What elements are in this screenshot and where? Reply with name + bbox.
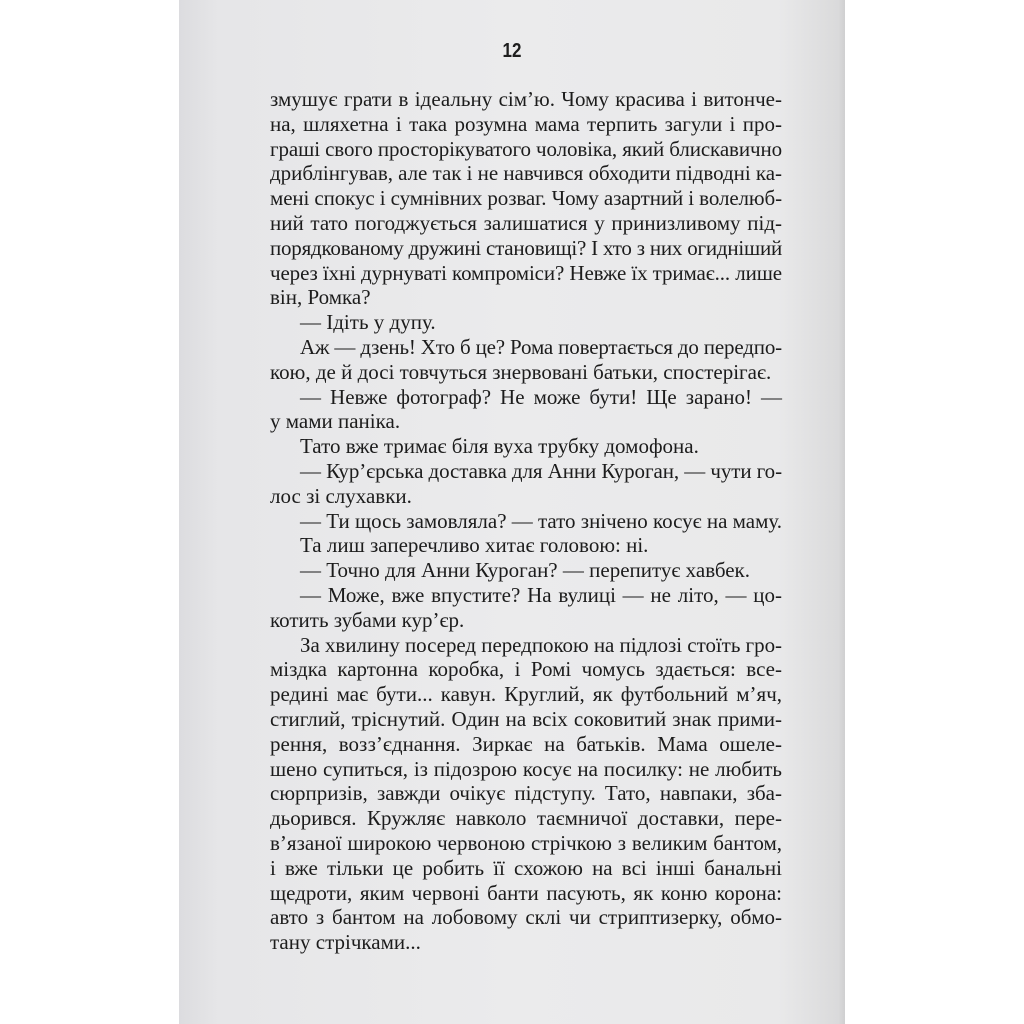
text-line: сюрпризів, завжди очікує підступу. Тато, навпаки, зба- bbox=[270, 781, 782, 806]
text-line: — Кур’єрська доставка для Анни Куроган, — чути го- bbox=[300, 458, 782, 483]
text-line: авто з бантом на лобовому склі чи стриптизерку, обмо- bbox=[270, 905, 782, 930]
text-line: редині має бути... кавун. Круглий, як футбольний м’яч, bbox=[270, 682, 782, 707]
text-line: мені спокус і сумнівних розваг. Чому азартний і волелюб- bbox=[270, 186, 782, 211]
text-line: лос зі слухавки. bbox=[270, 483, 412, 508]
text-line: дриблінгував, але так і не навчився обходити підводні ка- bbox=[270, 161, 782, 186]
text-line: дьорився. Кружляє навколо таємничої доставки, пере- bbox=[270, 806, 782, 831]
text-line: — Невже фотограф? Не може бути! Ще зарано! — bbox=[300, 384, 782, 409]
page-number: 12 bbox=[502, 40, 522, 62]
text-line: Аж — дзень! Хто б це? Рома повертається до передпо- bbox=[300, 334, 782, 359]
text-line: шено супиться, із підозрою косує на посилку: не любить bbox=[270, 756, 782, 781]
text-line: рення, возз’єднання. Зиркає на батьків. Мама ошеле- bbox=[270, 731, 782, 756]
text-line: в’язаної широкою червоною стрічкою з великим бантом, bbox=[270, 830, 782, 855]
text-line: кою, де й досі товчуться знервовані батьки, спостерігає. bbox=[270, 359, 772, 384]
text-line: ний тато погоджується залишатися у принизливому під- bbox=[270, 210, 782, 235]
text-line: — Точно для Анни Куроган? — перепитує хавбек. bbox=[300, 558, 751, 583]
text-line: граші свого просторікуватого чоловіка, який блискавично bbox=[270, 136, 782, 161]
text-line: — Може, вже впустите? На вулиці — не літо, — цо- bbox=[300, 582, 782, 607]
text-line: і вже тільки це робить її схожою на всі інші банальні bbox=[270, 855, 782, 880]
book-page bbox=[179, 0, 845, 1024]
text-line: через їхні дурнуваті компроміси? Невже їх тримає... лише bbox=[270, 260, 782, 285]
text-line: він, Ромка? bbox=[270, 285, 371, 310]
text-line: на, шляхетна і така розумна мама терпить загули і про- bbox=[270, 111, 782, 136]
body-text bbox=[270, 87, 782, 955]
text-line: — Ти щось замовляла? — тато знічено косує на маму. bbox=[300, 508, 782, 533]
text-line: — Ідіть у дупу. bbox=[300, 310, 436, 335]
text-line: За хвилину посеред передпокою на підлозі стоїть гро- bbox=[300, 632, 782, 657]
text-line: порядкованому дружині становищі? І хто з них огидніший bbox=[270, 235, 782, 260]
text-line: тану стрічками... bbox=[270, 930, 421, 955]
text-line: котить зубами кур’єр. bbox=[270, 607, 465, 632]
text-line: Та лиш заперечливо хитає головою: ні. bbox=[300, 533, 649, 558]
text-line: стиглий, тріснутий. Один на всіх соковитий знак прими- bbox=[270, 706, 782, 731]
text-line: Тато вже тримає біля вуха трубку домофона. bbox=[300, 434, 699, 459]
text-line: щедроти, яким червоні банти пасують, як коню корона: bbox=[270, 880, 782, 905]
text-line: міздка картонна коробка, і Ромі чомусь здається: все- bbox=[270, 657, 782, 682]
text-line: змушує грати в ідеальну сім’ю. Чому красива і витонче- bbox=[270, 87, 782, 111]
text-line: у мами паніка. bbox=[270, 409, 401, 434]
